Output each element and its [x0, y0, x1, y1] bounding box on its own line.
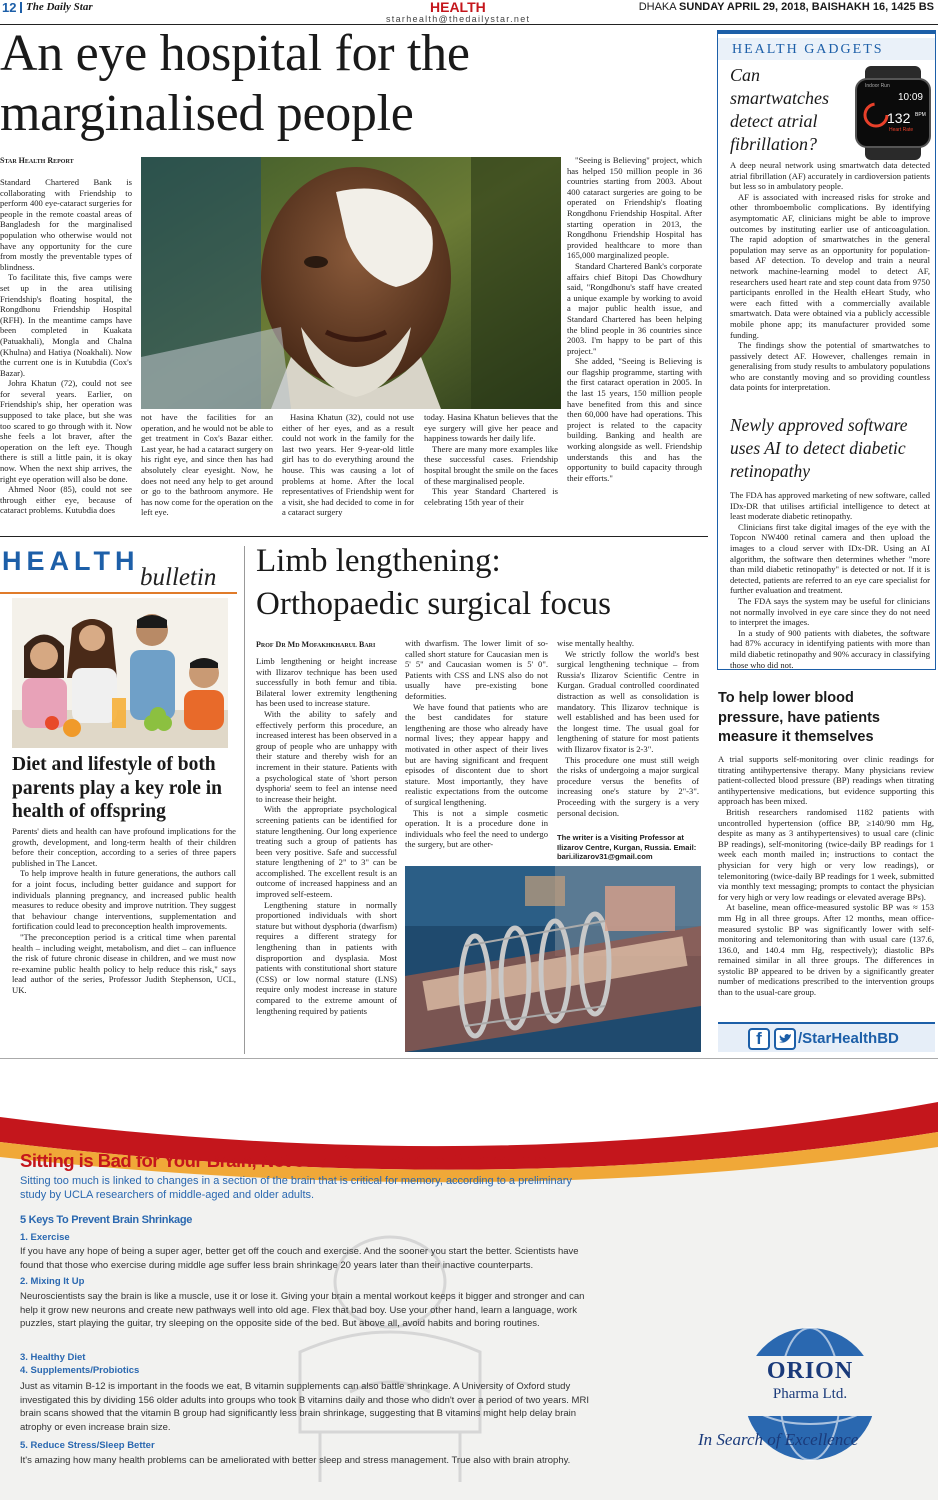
ad-headline: Sitting is Bad for Your Brain, Not Just Your Heart or Metabolism	[20, 1150, 547, 1171]
lead-col-5-para: Standard Chartered Bank's corporate affairs chief Bitopi Das Chowdhury said, "Rongdhonu's staff have created a unique example by working to avoid a major public health issue, and Standard Chartered has been helping the blind people in 36 countries since 2003. I'm happy to be part of this project."	[567, 260, 702, 356]
lead-col-2	[141, 412, 273, 530]
software-para: Clinicians first take digital images of the eye with the Topcon NW400 retinal camera and then upload the images to a cloud server with IDx-DR. Using an AI algorithm, the software then determines whether "more than mild diabetic retinopathy" is detected or not. If it is detected, patients are referred to an eye care specialist for further evaluation and treatment.	[730, 521, 930, 596]
limb-headline-line-2: Orthopaedic surgical focus	[256, 586, 611, 622]
smartwatch-screen	[855, 78, 931, 148]
paper-name: The Daily Star	[26, 1, 93, 13]
gadgets-kicker: HEALTH GADGETS	[732, 42, 884, 57]
lead-col-4-para: There are many more examples like these successful cases. Friendship hospital brought the smile on the faces of these marginalised people.	[424, 443, 558, 486]
dateline	[639, 1, 934, 13]
limb-col-3	[557, 638, 699, 830]
smartwatch-image	[851, 66, 935, 160]
limb-photo	[405, 866, 701, 1052]
watch-heart-label: Heart Rate	[889, 127, 914, 133]
ad-key-4-text: Just as vitamin B-12 is important in the foods we eat, B vitamin supplements can also battle shrinkage. A University of Oxford study investigated this by dividing 156 older adults into groups who took B vitamins daily and those who didn't over a period of two years. MRI brain scans showed that the vitamin B group had significantly less brain shrinkage, suggesting that B vitamins might help delay brain atrophy or even increase brain size.	[20, 1381, 589, 1433]
section-email[interactable]: starhealth@thedailystar.net	[386, 14, 531, 24]
lead-col-3	[282, 412, 414, 530]
bulletin-logo-health: HEALTH	[2, 546, 140, 576]
watch-bpm-unit: BPM	[915, 112, 926, 118]
facebook-icon[interactable]: f	[748, 1028, 770, 1050]
lead-headline-line-1: An eye hospital for the	[0, 25, 470, 82]
limb-col-1-para: With the appropriate psychological screening patients can be identified for stature lengthening. Our long experience treating such a group of patients has been very positive. Safe and successful stature lengthening of 2" to 3" can be accomplished. The excellent result is an outcome of increased happiness and an improved self-esteem.	[256, 804, 397, 900]
lead-photo	[141, 157, 561, 409]
watch-label: Indoor Run	[865, 83, 890, 89]
orion-tagline: In Search of Excellence	[698, 1430, 859, 1449]
twitter-bird	[776, 1030, 794, 1048]
gadgets-box	[717, 30, 936, 670]
bulletin-para: Parents' diets and health can have profound implications for the growth, development, and long-term health of their children before their conception, according to a series of three papers published in The Lancet.	[12, 826, 236, 868]
twitter-icon[interactable]	[774, 1028, 796, 1050]
lead-bottom-rule	[0, 536, 708, 537]
ad-key-2-title: 2. Mixing It Up	[20, 1276, 85, 1287]
lead-col-1	[0, 177, 132, 529]
lead-col-4	[424, 412, 558, 530]
software-para: The FDA says the system may be useful for clinicians not normally involved in eye care since they do not need to interpret the images.	[730, 595, 930, 628]
gadgets-para: AF is associated with increased risks for stroke and other thromboembolic complications. By identifying asymptomatic AF, clinicians might be able to improve outcomes by instituting earlier use of anticoagulation. The rapid adoption of smartwatches in the general population may serve as an opportunity for population-based AF detection. To develop and train a neural network machine-learning model to detect AF, researchers used heart rate and step count data from 9750 participants enrolled in the Health eHeart Study, who were each fitted with a commercially available smartwatch. Data were obtained via a publicly accessible mobile phone app; its manufacturer provided some funding.	[730, 191, 930, 340]
header-divider	[20, 2, 22, 13]
lead-byline: Star Health Report	[0, 156, 74, 165]
software-body	[730, 490, 930, 670]
dateline-date: SUNDAY APRIL 29, 2018, BAISHAKH 16, 1425 BS	[679, 1, 934, 13]
page-number: 12	[2, 0, 17, 15]
bulletin-para: "The preconception period is a critical time when parental health – including weight, metabolism, and diet – can influence the risk of future chronic disease in children, and we must now re-examine public health policy to help reduce this risk," says lead author of the series, Professor Judith Stephenson, UCL, UK.	[12, 931, 236, 995]
lead-col-5	[567, 155, 702, 529]
bulletin-logo-bulletin: bulletin	[140, 564, 217, 591]
ad-panel	[0, 1062, 938, 1500]
lead-col-5-para: She added, "Seeing is Believing is our flagship programme, starting with the first cataract operation in 2005. In the last 15 years, 150 million people have benefited from this and since then 60,000 have had operations. This project is related to the capacity building. Banking and health are working alongside as well. Friendship understands this and has the opportunity to build capacity through their efforts."	[567, 356, 702, 483]
gadgets-headline: Can smartwatches detect atrial fibrillation?	[730, 65, 829, 154]
ad-key-1-title: 1. Exercise	[20, 1232, 70, 1243]
lead-col-3-para: Hasina Khatun (32), could not use either of her eyes, and as a result could not work in the family for the last two years. Her 9-year-old little girl has to do everything around the house. This was causing a lot of problems at home. After the local representatives of Friendship went for a visit, she had decided to come in for a cataract surgery	[282, 412, 414, 518]
bulletin-logo-rule	[0, 592, 237, 594]
social-bar[interactable]	[718, 1022, 935, 1052]
software-headline: Newly approved software uses AI to detect diabetic retinopathy	[730, 415, 908, 481]
bp-para: At baseline, mean office-measured systolic BP was ≈ 153 mm Hg in all three groups. After 12 months, mean office-measured systolic BP was significantly lower with self-monitoring and telemonitoring than with usual care (137.6, 136.0, and 140.4 mm Hg, respectively); diastolic BPs remained similar in all three groups. The differences in systolic BP appeared to be driven by a significantly greater number of medications prescribed to the intervention groups than to the usual-care group.	[718, 902, 934, 998]
social-handle[interactable]: /StarHealthBD	[798, 1030, 899, 1047]
lead-col-2-para: not have the facilities for an operation, and he would not be able to get treatment in Cox's Bazar either. Last year, he had a cataract surgery on his right eye, and since then has had absolutely clear eyesight. Now, he does not need any help to get around or go to the bathroom anymore. He has now come for the operation on the left eye.	[141, 412, 273, 518]
limb-writer-note: The writer is a Visiting Professor at Ilizarov Centre, Kurgan, Russia. Email: bari.ilizarov31@gmail.com	[557, 833, 697, 862]
bp-body	[718, 754, 934, 1032]
bp-headline: To help lower blood pressure, have patients measure it themselves	[718, 690, 880, 745]
family-photo-art	[12, 598, 228, 748]
lead-col-1-para: Standard Chartered Bank is collaborating with Friendship to perform 400 eye-cataract surgeries for people in the remote coastal areas of Bangladesh for the marginalised population who otherwise would not have any opportunity for the cure from mostly the preventable types of blindness.	[0, 177, 132, 272]
limb-col-3-para: We strictly follow the world's best surgical lengthening technique – from Russia's Ilizarov Scientific Centre in Kurgan. Gradual controlled coordinated distraction as well as consolidation is mandatory. This Ilizarov technique is well established and has been used for the longest time. The usual goal for lengthening of stature for most patients with Ilizarov fixator is 2-3".	[557, 648, 699, 754]
lead-col-1-para: Johra Khatun (72), could not see for several years. Earlier, on Friendship's ship, her operation was supposed to take place, but she was too scared to go through with it. Now she feels a lot braver, after the operation on the left eye. Though there is still a little pain, it is okay now. When the next ship arrives, the right eye operation will also be done.	[0, 378, 132, 484]
ad-intro: Sitting too much is linked to changes in a section of the brain that is critical for memory, according to a preliminary study by UCLA researchers of middle-aged and older adults.	[20, 1175, 572, 1201]
gadgets-body	[730, 160, 930, 426]
ad-keys-title: 5 Keys To Prevent Brain Shrinkage	[20, 1214, 193, 1226]
software-para: In a study of 900 patients with diabetes, the software had 87% accuracy in identifying patients with more than mild diabetic retinopathy and 90% accuracy in classifying those who did not.	[730, 627, 930, 670]
ad-key-2-text: Neuroscientists say the brain is like a muscle, use it or lose it. Giving your brain a mental workout keeps it bigger and stronger and can help it grow new neurons and create new pathways well into old age. Flex that bad boy. Use your other hand, learn a language, work puzzles, start playing the guitar, try sleeping on the opposite side of the bed. But above all, avoid habits and boring routines.	[20, 1291, 585, 1329]
ilizarov-photo-art	[405, 866, 701, 1052]
lead-photo-art	[141, 157, 561, 409]
bulletin-body	[12, 826, 236, 1042]
limb-col-3-para: This procedure one must still weigh the risks of undergoing a major surgical procedure versus the benefits of increasing one's stature by 2"-3". Proceeding with the surgery is a very personal decision.	[557, 754, 699, 818]
dateline-city: DHAKA	[638, 1, 676, 13]
limb-byline: Prof Dr Md Mofakhkharul Bari	[256, 640, 376, 649]
gadgets-para: The findings show the potential of smartwatches to passively detect AF. However, challenges remain in generalising from study results to ambulatory populations who are constantly moving and so providing countless data points for interpretation.	[730, 340, 930, 393]
ad-key-5-title: 5. Reduce Stress/Sleep Better	[20, 1440, 155, 1451]
limb-col-1-para: With the ability to safely and effectively perform this procedure, an increased interest has been observed in a group of people who are unhappy with their stature and thereby wish for an increment in their stature. Patients with a psychological state of 'short person dysphoria' seem to feel an intense need to increase their height.	[256, 708, 397, 804]
limb-headline-line-1: Limb lengthening:	[256, 543, 501, 579]
orion-brand-sub: Pharma Ltd.	[772, 1386, 848, 1402]
section-title: HEALTH	[430, 0, 486, 15]
bulletin-headline: Diet and lifestyle of both parents play a key role in health of offspring	[12, 754, 223, 822]
mid-bottom-rule	[0, 1058, 938, 1059]
bp-para: British researchers randomised 1182 patients with uncontrolled hypertension (office BP, ≥140/90 mm Hg, despite as many as 3 antihypertensives) to usual care (clinic BP readings), self-monitoring (twice-daily BP readings for 1 week each month mailed in; instructions to contact the physician for very high or very low readings), or telemonitoring (twice-daily BP readings for 1 week, submitted via monthly text messaging; prompts to contact the physician for very high or very low readings or elevated average BPs).	[718, 806, 934, 902]
limb-col-1-para: Limb lengthening or height increase with Ilizarov technique has been used successfully in both femur and tibia. Bilateral lower extremity lengthening has been used to increase stature.	[256, 656, 397, 709]
ad-key-4-title: 4. Supplements/Probiotics	[20, 1365, 140, 1376]
limb-col-2	[405, 638, 548, 860]
orion-brand-name: ORION	[766, 1358, 854, 1384]
watch-time: 10:09	[897, 92, 923, 103]
limb-col-2-para: This is not a simple cosmetic operation. It is a procedure done in individuals who feel the need to undergo the surgery, but are other-	[405, 807, 548, 850]
watch-bpm: 132	[887, 110, 911, 126]
sitting-brain-illustration	[240, 1192, 540, 1492]
ad-key-5-text: It's amazing how many health problems can be ameliorated with better sleep and stress management. True also with brain atrophy.	[20, 1455, 571, 1466]
lead-col-4-para: This year Standard Chartered is celebrating 15th year of their	[424, 486, 558, 507]
lead-col-5-para: "Seeing is Believing" project, which has helped 150 million people in 36 countries starting from 2003. About 400 cataract surgeries are going to be operated on Friendship's floating Rongdhonu Friendship Hospital. After starting operation in 2013, the Rongdhonu Friendship Hospital has provided healthcare to more than 165,000 marginalized people.	[567, 155, 702, 261]
gadgets-para: A deep neural network using smartwatch data detected atrial fibrillation (AF) accurately in cardioversion patients but less so in ambulatory people.	[730, 160, 930, 192]
limb-col-3-para: wise mentally healthy.	[557, 638, 635, 648]
bulletin-photo	[12, 598, 228, 748]
software-para: The FDA has approved marketing of new software, called IDx-DR that utilises artificial intelligence to detect at least moderate diabetic retinopathy.	[730, 490, 930, 522]
page-header	[0, 0, 938, 24]
ad-key-1-text: If you have any hope of being a super ager, better get off the couch and exercise. And the sooner you start the better. Scientists have found that those who exercise during middle age suffer less brain shrinkage 20 years later than their inactive counterparts.	[20, 1246, 579, 1271]
bulletin-col-rule	[244, 546, 245, 1054]
limb-col-2-para: with dwarfism. The lower limit of so-called short stature for Caucasian men is 5' 5" and Caucasian women is 5' 0". Patients with CSS and LNS also do not usually have pre-existing bone deformities.	[405, 638, 548, 701]
limb-col-1	[256, 656, 397, 1052]
limb-col-1-para: Lengthening stature in normally proportioned individuals with short stature but without dysphoria (dwarfism) requires a different strategy for lengthening than in patients with disproportion and dysplasia. Most patients with constitutional short stature (CSS) or low normal stature (LNS) require only modest increase in stature compared to the extreme amount of lengthening required by patients	[256, 899, 397, 1016]
lead-col-1-para: Ahmed Noor (85), could not see through either eye, because of cataract problems. Kutubdia does	[0, 484, 132, 516]
lead-headline-line-2: marginalised people	[0, 85, 414, 142]
bp-para: A trial supports self-monitoring over clinic readings for titrating antihypertensive therapy. Many physicians review patient-collected blood pressure (BP) readings when titrating antihypertensive medications, but evidence supporting this approach has been mixed.	[718, 754, 934, 807]
bulletin-para: To help improve health in future generations, the authors call for a joint focus, including better guidance and support for individuals planning pregnancy, and increased public health measures to reduce obesity and improve nutrition. They suggest that behaviour change interventions, supplementation and fortification could lead to preconception health improvements.	[12, 868, 236, 932]
lead-col-4-para: today. Hasina Khatun believes that the eye surgery will give her peace and happiness towards her daily life.	[424, 412, 558, 444]
ad-key-3-title: 3. Healthy Diet	[20, 1352, 86, 1363]
limb-col-2-para: We have found that patients who are the best candidates for stature lengthening are those who already have normal lives; they appear happy and motivated in other aspect of their lives but are having significant and frequent episodes of discontent due to short stature. Most importantly, they have realistic expectations from the outcome of surgical lengthening.	[405, 701, 548, 807]
lead-col-1-para: To facilitate this, five camps were set up in the area utilising Friendship's floating hospital, the Rongdhonu Friendship Hospital (RFH). In the meantime camps have been completed in Kuakata (Patuakhali), Mongla and Chalna (Khulna) and Hatiya (Noakhali). Now the current one is in Kutubdia (Cox's Bazar).	[0, 272, 132, 378]
